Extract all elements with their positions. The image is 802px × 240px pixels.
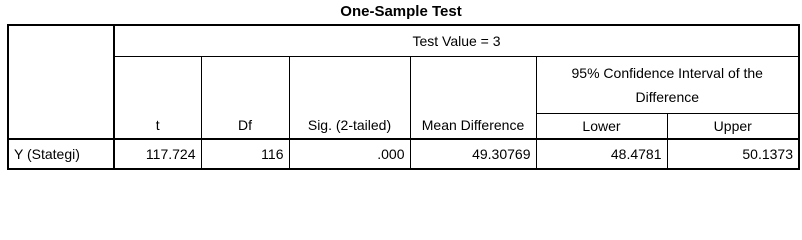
cell-t: 117.724 [114, 139, 201, 169]
row-label: Y (Stategi) [8, 139, 114, 169]
one-sample-test-table [7, 24, 800, 170]
header-row-ci-group [8, 56, 799, 113]
col-header-t: t [114, 56, 201, 139]
col-header-sig: Sig. (2-tailed) [289, 56, 410, 139]
cell-sig: .000 [289, 139, 410, 169]
cell-upper: 50.1373 [667, 139, 799, 169]
col-header-df: Df [201, 56, 289, 139]
header-row-test-value [8, 25, 799, 56]
cell-mean-difference: 49.30769 [410, 139, 536, 169]
cell-df: 116 [201, 139, 289, 169]
ci-group-header-line1: 95% Confidence Interval of the [571, 64, 763, 81]
ci-group-header-line2: Difference [635, 88, 700, 105]
ci-group-header [536, 56, 799, 113]
cell-lower: 48.4781 [536, 139, 667, 169]
row-header-corner [8, 25, 114, 139]
col-header-mean-difference: Mean Difference [410, 56, 536, 139]
table-row [8, 139, 799, 169]
test-value-header: Test Value = 3 [114, 25, 799, 56]
col-header-lower: Lower [536, 113, 667, 139]
table-title: One-Sample Test [340, 3, 462, 20]
col-header-upper: Upper [667, 113, 799, 139]
